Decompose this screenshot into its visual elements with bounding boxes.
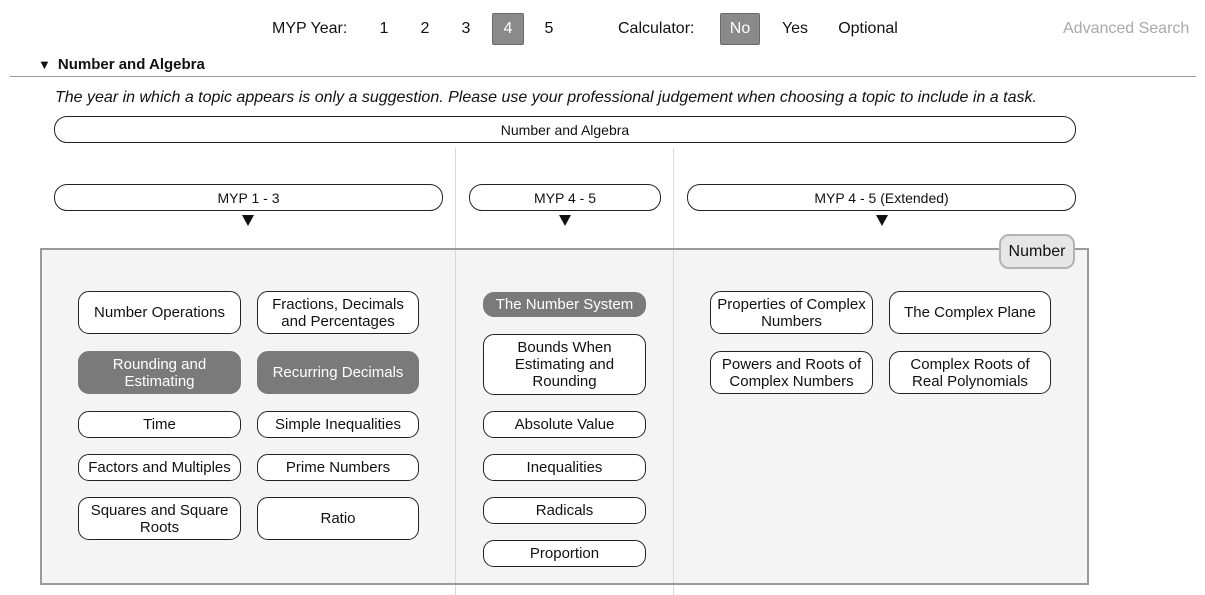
myp-year-label: MYP Year: <box>272 20 348 37</box>
year-option-3[interactable]: 3 <box>461 20 471 37</box>
topic-rounding-and-estimating[interactable]: Rounding and Estimating <box>78 351 241 394</box>
topic-radicals[interactable]: Radicals <box>483 497 646 524</box>
root-node-number-and-algebra: Number and Algebra <box>54 116 1076 143</box>
advanced-search-link[interactable]: Advanced Search <box>1063 20 1190 37</box>
panel-column-divider <box>673 250 674 583</box>
column-header-myp-1-3: MYP 1 - 3 <box>54 184 443 211</box>
year-option-5[interactable]: 5 <box>544 20 554 37</box>
tab-number[interactable]: Number <box>999 234 1075 269</box>
topic-bounds-when-estimating-and-rounding[interactable]: Bounds When Estimating and Rounding <box>483 334 646 395</box>
topic-the-complex-plane[interactable]: The Complex Plane <box>889 291 1051 334</box>
panel-column-divider <box>455 250 456 583</box>
year-option-1[interactable]: 1 <box>379 20 389 37</box>
topic-time[interactable]: Time <box>78 411 241 438</box>
down-arrow-icon <box>876 215 888 226</box>
topic-recurring-decimals[interactable]: Recurring Decimals <box>257 351 419 394</box>
column-header-myp-4-5-extended: MYP 4 - 5 (Extended) <box>687 184 1076 211</box>
section-divider <box>10 76 1196 77</box>
calculator-option-yes[interactable]: Yes <box>781 20 809 37</box>
calculator-option-optional[interactable]: Optional <box>838 20 898 37</box>
topic-fractions-decimals-percentages[interactable]: Fractions, Decimals and Percentages <box>257 291 419 334</box>
topic-squares-and-square-roots[interactable]: Squares and Square Roots <box>78 497 241 540</box>
topic-ratio[interactable]: Ratio <box>257 497 419 540</box>
topic-simple-inequalities[interactable]: Simple Inequalities <box>257 411 419 438</box>
down-arrow-icon <box>559 215 571 226</box>
calculator-option-no[interactable]: No <box>720 13 760 45</box>
calculator-label: Calculator: <box>618 20 695 37</box>
column-header-myp-4-5: MYP 4 - 5 <box>469 184 661 211</box>
topic-powers-and-roots-of-complex-numbers[interactable]: Powers and Roots of Complex Numbers <box>710 351 873 394</box>
topic-the-number-system[interactable]: The Number System <box>483 292 646 317</box>
collapse-triangle-icon: ▼ <box>38 57 51 72</box>
down-arrow-icon <box>242 215 254 226</box>
topic-prime-numbers[interactable]: Prime Numbers <box>257 454 419 481</box>
topic-number-operations[interactable]: Number Operations <box>78 291 241 334</box>
topic-year-note: The year in which a topic appears is only a suggestion. Please use your professional judgement when choosing a topic to include in a task. <box>55 89 1037 106</box>
topic-proportion[interactable]: Proportion <box>483 540 646 567</box>
topic-complex-roots-of-real-polynomials[interactable]: Complex Roots of Real Polynomials <box>889 351 1051 394</box>
year-option-4[interactable]: 4 <box>492 13 524 45</box>
topic-factors-and-multiples[interactable]: Factors and Multiples <box>78 454 241 481</box>
year-option-2[interactable]: 2 <box>420 20 430 37</box>
topic-inequalities[interactable]: Inequalities <box>483 454 646 481</box>
topic-absolute-value[interactable]: Absolute Value <box>483 411 646 438</box>
topic-properties-of-complex-numbers[interactable]: Properties of Complex Numbers <box>710 291 873 334</box>
section-title: Number and Algebra <box>57 56 205 73</box>
section-header-number-and-algebra[interactable] <box>38 56 205 73</box>
